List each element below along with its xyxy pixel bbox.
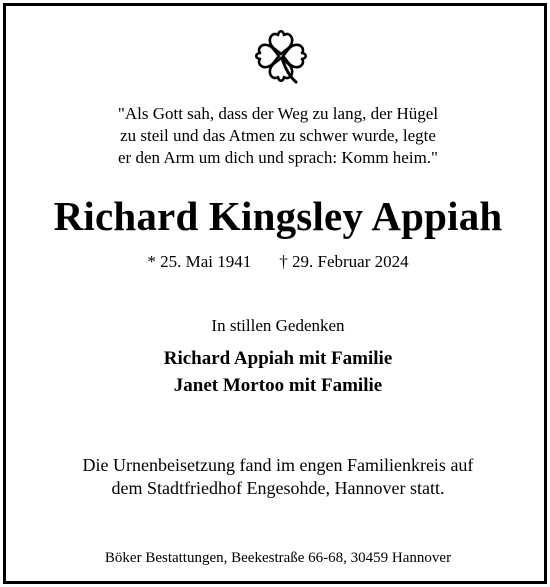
notice-line: dem Stadtfriedhof Engesohde, Hannover statt. <box>111 478 445 498</box>
undertaker-footer: Böker Bestattungen, Beekestraße 66-68, 30459 Hannover <box>104 550 452 566</box>
family-name: Janet Mortoo mit Familie <box>173 375 383 396</box>
quote-line: "Als Gott sah, dass der Weg zu lang, der Hügel <box>117 104 439 123</box>
notice-line: Die Urnenbeisetzung fand im engen Familienkreis auf <box>82 455 474 475</box>
birth-date: * 25. Mai 1941 <box>147 252 252 271</box>
four-leaf-clover-icon <box>249 24 313 88</box>
mourning-families <box>3 345 550 399</box>
life-dates <box>3 251 550 273</box>
quote-line: zu steil und das Atmen zu schwer wurde, legte <box>120 126 436 145</box>
quote <box>23 103 533 169</box>
memorial-intro: In stillen Gedenken <box>211 316 345 335</box>
quote-line: er den Arm um dich und sprach: Komm heim." <box>118 148 438 167</box>
deceased-name: Richard Kingsley Appiah <box>53 193 503 239</box>
death-date: † 29. Februar 2024 <box>279 252 409 271</box>
burial-notice <box>23 454 533 500</box>
family-name: Richard Appiah mit Familie <box>163 348 393 369</box>
obituary-frame <box>3 3 547 584</box>
